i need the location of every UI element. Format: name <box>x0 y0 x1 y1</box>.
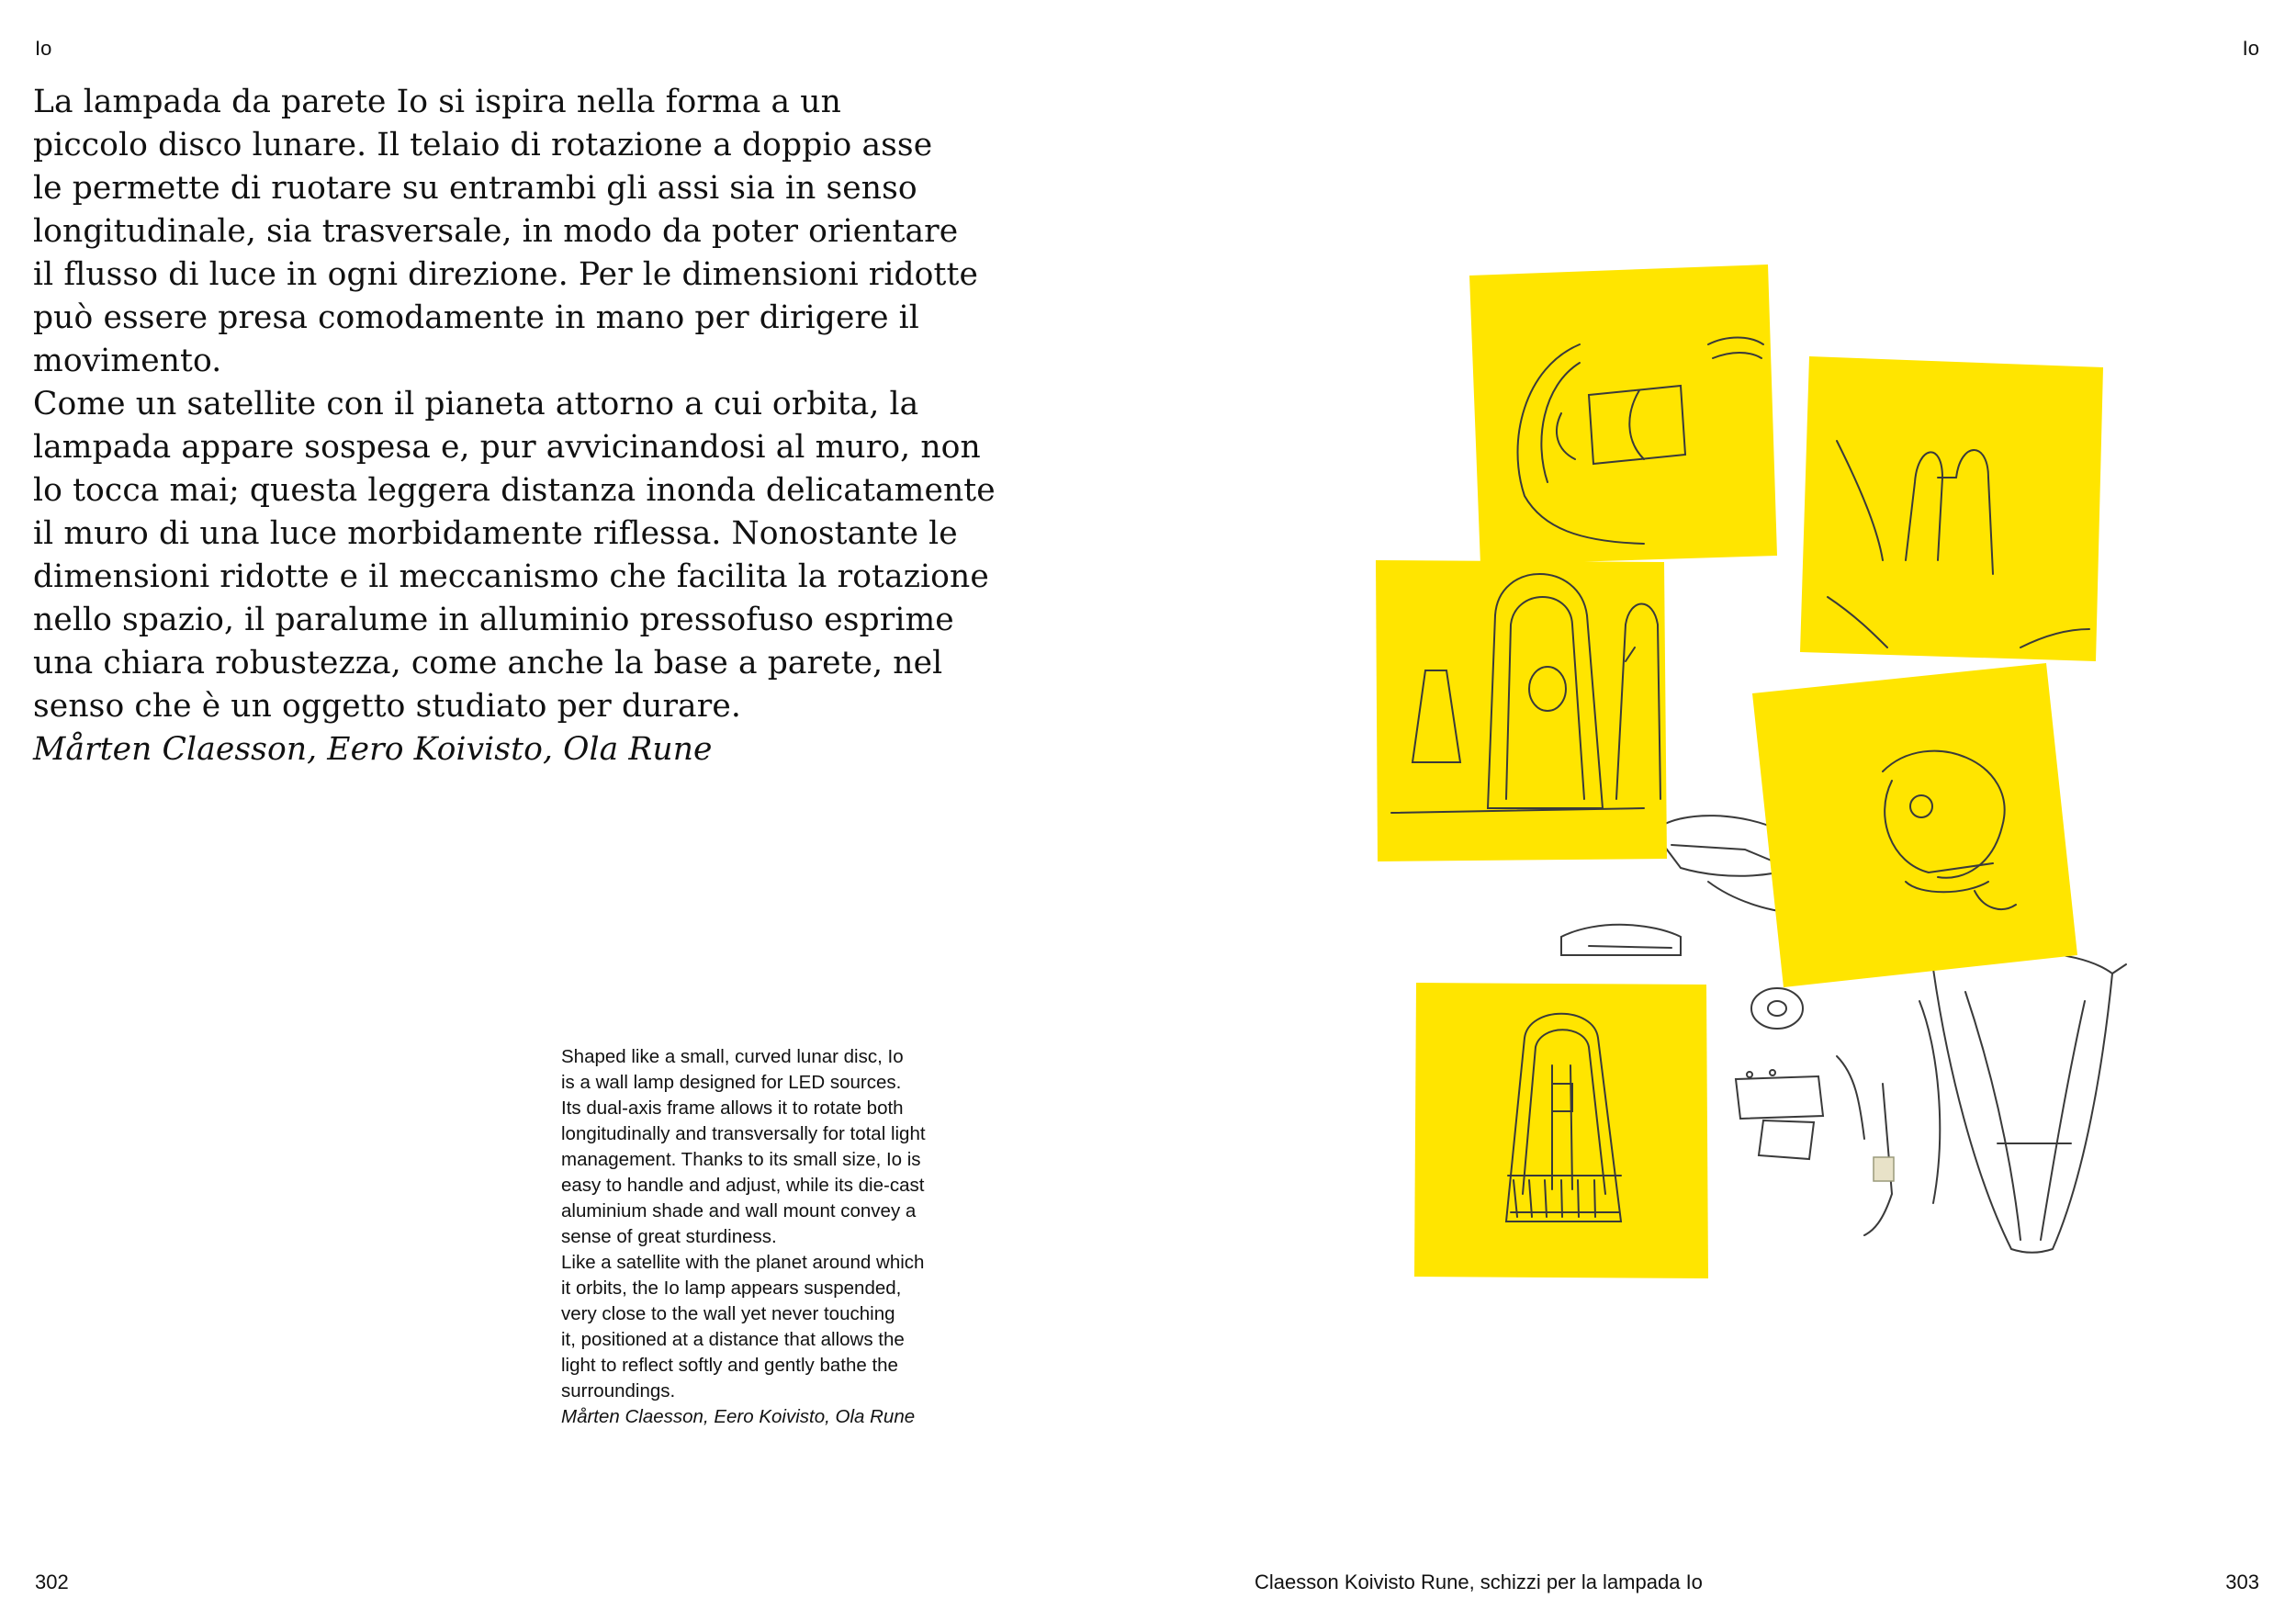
english-line: is a wall lamp designed for LED sources. <box>561 1072 902 1093</box>
english-credit: Mårten Claesson, Eero Koivisto, Ola Rune <box>561 1406 916 1427</box>
running-head-left: Io <box>35 37 52 60</box>
sticky-note-sketch <box>1376 560 1667 861</box>
english-line: very close to the wall yet never touching <box>561 1303 895 1324</box>
english-line: aluminium shade and wall mount convey a <box>561 1200 917 1221</box>
page-number-right: 303 <box>2225 1570 2259 1593</box>
italian-line: le permette di ruotare su entrambi gli assi sia in senso <box>33 170 917 207</box>
italian-line: Come un satellite con il pianeta attorno a cui orbita, la <box>33 386 919 422</box>
italian-line: senso che è un oggetto studiato per durare. <box>33 688 741 725</box>
sketch-collage <box>1322 248 2149 1304</box>
page-number-left: 302 <box>35 1570 69 1593</box>
english-line: Its dual-axis frame allows it to rotate both <box>561 1098 904 1119</box>
english-line: sense of great sturdiness. <box>561 1226 777 1247</box>
sticky-note-sketch <box>1414 983 1708 1278</box>
italian-line: La lampada da parete Io si ispira nella forma a un <box>33 84 841 120</box>
italian-body-text <box>33 81 1025 771</box>
italian-line: il muro di una luce morbidamente riflessa. Nonostante le <box>33 515 958 552</box>
italian-credit: Mårten Claesson, Eero Koivisto, Ola Rune <box>33 731 713 768</box>
english-line: longitudinally and transversally for total light <box>561 1123 926 1144</box>
sticky-note-sketch <box>1469 265 1777 565</box>
english-line: Shaped like a small, curved lunar disc, Io <box>561 1046 904 1067</box>
english-line: light to reflect softly and gently bathe the <box>561 1355 898 1376</box>
italian-line: lo tocca mai; questa leggera distanza inonda delicatamente <box>33 472 996 509</box>
sticky-note-sketch <box>1752 663 2077 987</box>
italian-line: il flusso di luce in ogni direzione. Per le dimensioni ridotte <box>33 256 979 293</box>
italian-line: dimensioni ridotte e il meccanismo che facilita la rotazione <box>33 558 989 595</box>
english-line: Like a satellite with the planet around which <box>561 1252 925 1273</box>
italian-line: nello spazio, il paralume in alluminio pressofuso esprime <box>33 602 954 638</box>
running-head-right: Io <box>2242 37 2259 60</box>
italian-line: piccolo disco lunare. Il telaio di rotazione a doppio asse <box>33 127 933 163</box>
italian-line: una chiara robustezza, come anche la base a parete, nel <box>33 645 943 681</box>
english-line: easy to handle and adjust, while its die-cast <box>561 1175 925 1196</box>
italian-line: longitudinale, sia trasversale, in modo da poter orientare <box>33 213 959 250</box>
figure-caption: Claesson Koivisto Rune, schizzi per la lampada Io <box>1255 1570 1703 1593</box>
italian-line: movimento. <box>33 343 222 379</box>
english-line: it orbits, the Io lamp appears suspended, <box>561 1278 902 1299</box>
english-body-text <box>561 1044 993 1430</box>
english-line: surroundings. <box>561 1380 676 1401</box>
italian-line: lampada appare sospesa e, pur avvicinandosi al muro, non <box>33 429 981 466</box>
english-line: management. Thanks to its small size, Io is <box>561 1149 921 1170</box>
english-line: it, positioned at a distance that allows the <box>561 1329 905 1350</box>
italian-line: può essere presa comodamente in mano per dirigere il <box>33 299 919 336</box>
sticky-note-sketch <box>1800 356 2103 661</box>
